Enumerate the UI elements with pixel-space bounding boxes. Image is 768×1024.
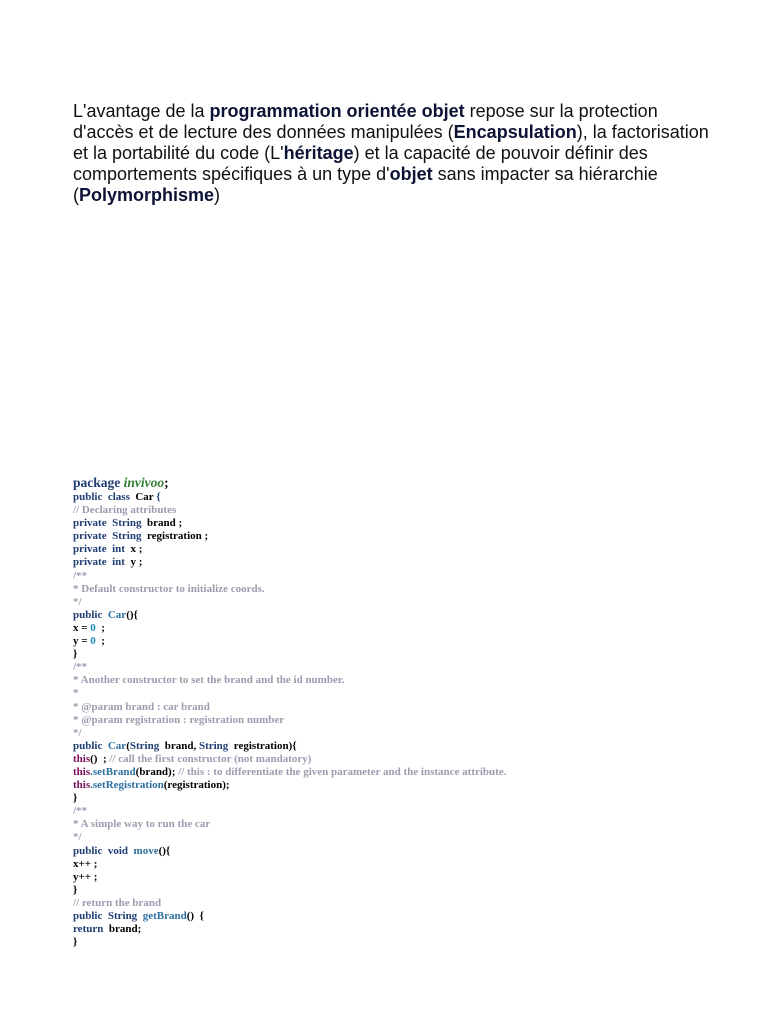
code-line: [73, 766, 753, 779]
code-line: [73, 779, 753, 792]
code-text: Car: [135, 491, 154, 503]
code-line: [73, 687, 753, 700]
code-text: }: [73, 792, 78, 805]
code-text: (: [126, 739, 130, 752]
code-text: registration ;: [146, 530, 209, 543]
intro-text: ): [214, 185, 221, 205]
code-line: [73, 622, 753, 635]
code-listing: [73, 476, 753, 949]
code-text: x++ ;: [73, 857, 98, 870]
code-line: [73, 805, 753, 818]
code-comment: * @param registration : registration number: [73, 713, 285, 726]
code-text: y ;: [130, 556, 143, 569]
code-line: [73, 792, 753, 805]
code-line: [73, 596, 753, 609]
code-line: [73, 871, 753, 884]
code-number: 0: [90, 621, 96, 634]
code-line: [73, 556, 753, 569]
code-keyword: private String: [73, 530, 147, 543]
code-comment: * @param brand : car brand: [73, 700, 210, 713]
intro-bold-term: héritage: [283, 143, 354, 163]
code-number: 0: [90, 635, 96, 648]
code-text: (){: [126, 608, 138, 621]
code-line: [73, 476, 753, 490]
code-line: [73, 583, 753, 596]
intro-text: ) et la capacité de pouvoir définir des comportements spécifiques à un type d': [73, 143, 648, 184]
code-text: ;: [164, 475, 169, 490]
code-line: [73, 818, 753, 831]
code-function: move: [133, 844, 159, 857]
code-keyword: public: [73, 608, 108, 621]
code-line: [73, 858, 753, 871]
code-line: [73, 635, 753, 648]
code-line: [73, 884, 753, 897]
code-line: [73, 674, 753, 687]
code-line: [73, 845, 753, 858]
code-comment: */: [73, 726, 82, 739]
code-text: brand ;: [146, 517, 183, 530]
code-line: [73, 831, 753, 844]
code-keyword-this: this: [73, 779, 91, 792]
code-text: () {: [186, 910, 204, 922]
intro-bold-term: programmation orientée objet: [209, 101, 465, 121]
code-comment: * Default constructor to initialize coords.: [73, 582, 265, 595]
code-keyword: package: [73, 475, 124, 490]
code-text: y =: [73, 635, 91, 648]
code-line: [73, 648, 753, 661]
code-text: }: [73, 883, 78, 896]
code-text: brand;: [108, 923, 142, 936]
code-keyword: private String: [73, 517, 147, 530]
intro-text: L'avantage de la: [73, 101, 210, 121]
code-text: y++ ;: [73, 870, 98, 883]
code-comment: /**: [73, 805, 88, 818]
code-line: [73, 661, 753, 674]
code-text: {: [153, 491, 161, 503]
code-text: ;: [95, 621, 105, 634]
code-text: (registration);: [163, 779, 230, 792]
code-keyword: public class: [73, 491, 136, 503]
code-function: Car: [107, 739, 127, 752]
intro-text: repose sur la protection d'accès et de lecture des données manipulées (: [73, 101, 658, 142]
code-function: .setBrand: [90, 765, 136, 778]
code-text: (brand);: [135, 765, 179, 778]
intro-paragraph: [73, 101, 713, 206]
code-keyword: public String: [73, 910, 143, 922]
code-line: [73, 910, 753, 923]
code-package-name: invivoo: [123, 475, 165, 490]
code-comment: */: [73, 595, 82, 608]
code-line: [73, 753, 753, 766]
code-keyword-this: this: [73, 752, 91, 765]
code-line: [73, 897, 753, 910]
intro-text: ), la factorisation et la portabilité du code (L': [73, 122, 709, 163]
code-function: getBrand: [142, 910, 187, 922]
intro-bold-term: Polymorphisme: [79, 185, 215, 205]
code-keyword: private int: [73, 543, 131, 556]
code-keyword: String: [198, 739, 229, 752]
code-text: ;: [95, 635, 105, 648]
code-text: }: [73, 936, 78, 949]
code-comment: * Another constructor to set the brand and the id number.: [73, 674, 345, 687]
code-comment: /**: [73, 569, 88, 582]
code-line: [73, 609, 753, 622]
code-line: [73, 936, 753, 949]
intro-bold-term: objet: [389, 164, 433, 184]
intro-bold-term: Encapsulation: [453, 122, 577, 142]
code-text: registration){: [228, 739, 297, 752]
code-comment: // return the brand: [73, 896, 162, 909]
code-line: [73, 517, 753, 530]
code-keyword: public void: [73, 844, 134, 857]
code-keyword-this: this: [73, 765, 91, 778]
code-line: [73, 491, 753, 504]
code-comment: // call the first constructor (not mandatory): [109, 752, 312, 765]
code-keyword: public: [73, 739, 108, 752]
code-line: [73, 570, 753, 583]
code-text: x =: [73, 621, 91, 634]
code-line: [73, 714, 753, 727]
code-comment: * A simple way to run the car: [73, 818, 211, 831]
code-function: Car: [107, 608, 127, 621]
code-keyword: return: [73, 923, 109, 936]
intro-text: sans impacter sa hiérarchie (: [73, 164, 658, 205]
code-keyword: String: [129, 739, 160, 752]
code-function: .setRegistration: [90, 779, 164, 792]
code-text: () ;: [90, 752, 110, 765]
code-text: (){: [158, 844, 171, 857]
code-line: [73, 727, 753, 740]
code-line: [73, 530, 753, 543]
code-keyword: private int: [73, 556, 131, 569]
code-comment: */: [73, 831, 82, 844]
code-line: [73, 504, 753, 517]
code-comment: // this : to differentiate the given parameter and the instance attribute.: [178, 765, 507, 778]
code-comment: // Declaring attributes: [73, 504, 177, 517]
code-text: brand,: [159, 739, 199, 752]
code-comment: *: [73, 687, 79, 700]
code-line: [73, 740, 753, 753]
code-line: [73, 701, 753, 714]
code-text: x ;: [130, 543, 143, 556]
code-text: }: [73, 648, 78, 661]
code-line: [73, 543, 753, 556]
code-comment: /**: [73, 661, 88, 674]
code-line: [73, 923, 753, 936]
